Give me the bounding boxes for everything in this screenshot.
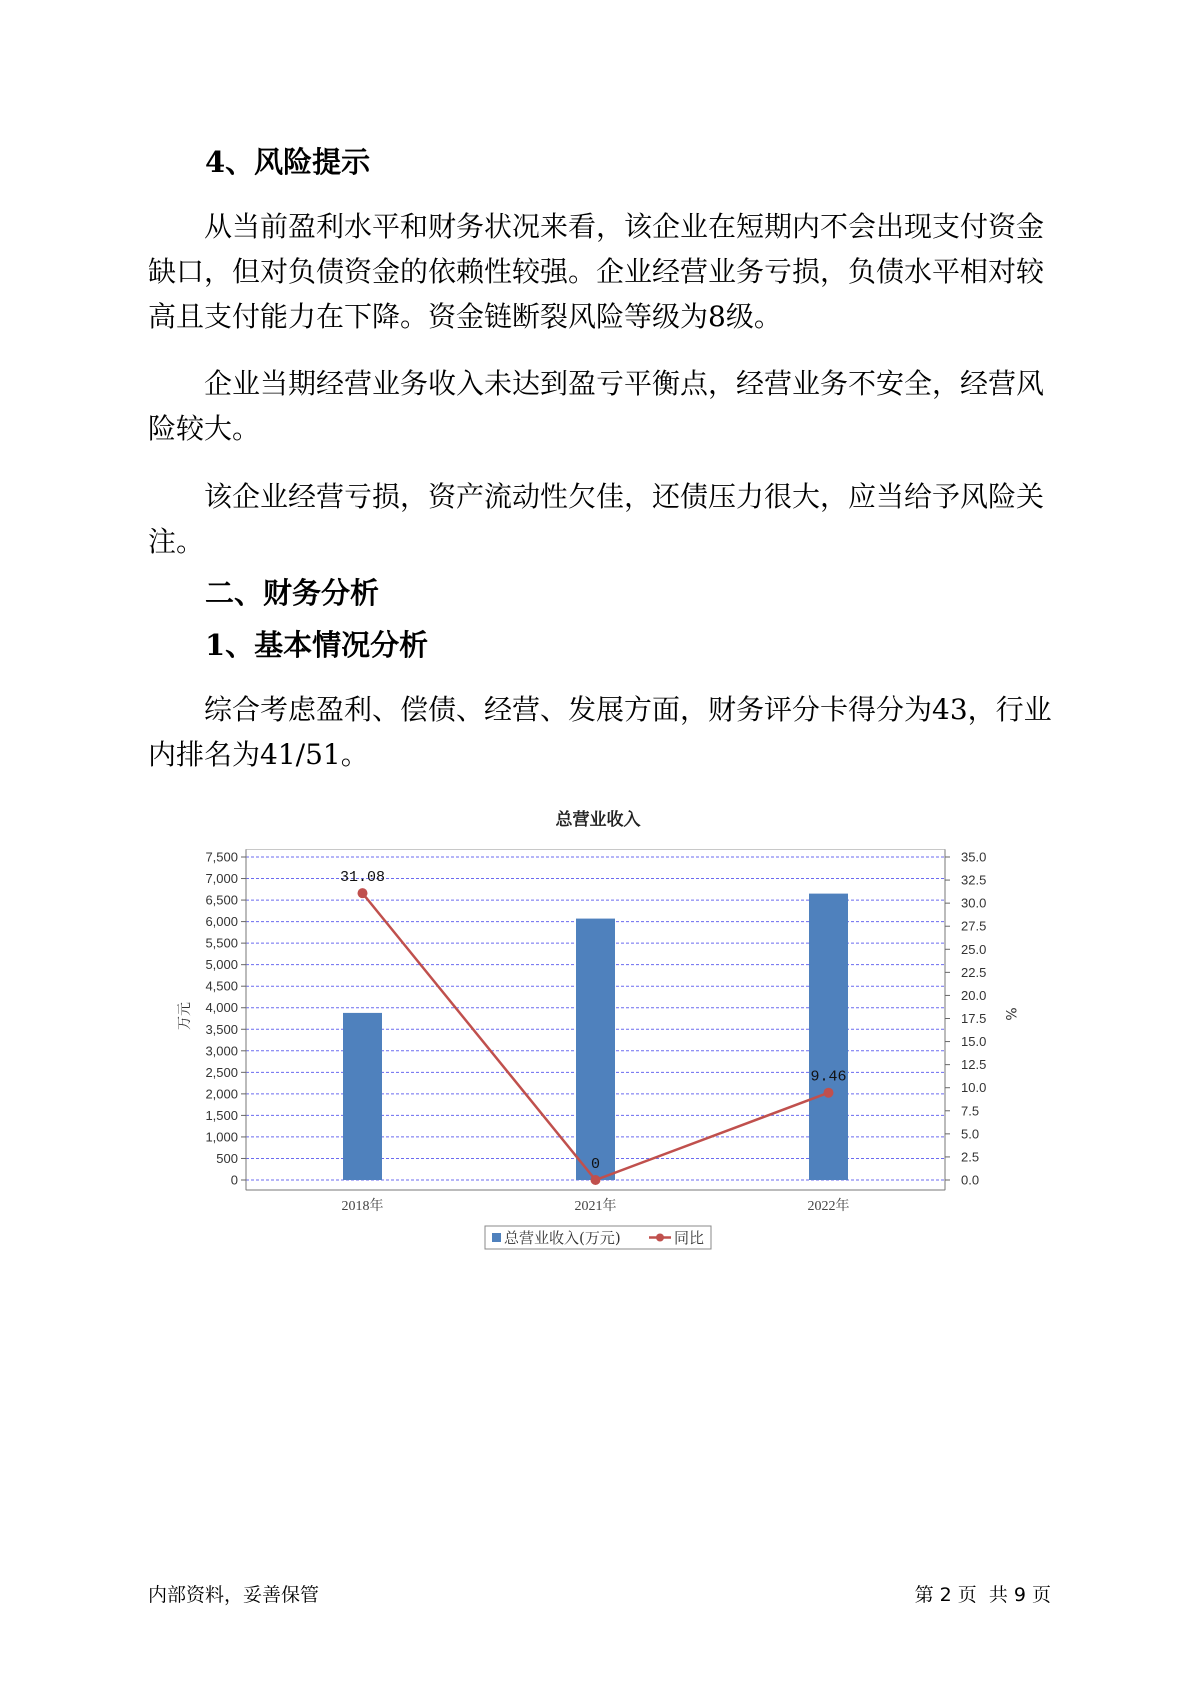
line-point xyxy=(591,1175,601,1185)
footer-confidential-note: 内部资料，妥善保管 xyxy=(148,1584,320,1606)
y-tick-label-left: 3,500 xyxy=(205,1021,238,1037)
line-point xyxy=(358,888,368,898)
revenue-chart xyxy=(170,800,1040,1270)
y-tick-label-right: 15.0 xyxy=(961,1034,987,1050)
y-tick-label-right: 0.0 xyxy=(961,1172,980,1188)
legend xyxy=(485,1226,711,1249)
y-tick-label-right: 10.0 xyxy=(961,1080,987,1096)
paragraph-line: 注。 xyxy=(148,525,205,558)
y-tick-label-right: 35.0 xyxy=(961,849,987,865)
y-tick-label-left: 0 xyxy=(230,1172,238,1188)
y-tick-label-left: 4,000 xyxy=(205,1000,238,1016)
bar xyxy=(343,1013,382,1180)
paragraph-line: 综合考虑盈利、偿债、经营、发展方面，财务评分卡得分为43，行业 xyxy=(204,693,1052,726)
y-tick-label-right: 12.5 xyxy=(961,1057,987,1073)
y-tick-label-right: 5.0 xyxy=(961,1126,980,1142)
legend-swatch-bar xyxy=(492,1233,501,1242)
line-point xyxy=(824,1088,834,1098)
y-axis-left-label: 万元 xyxy=(177,1002,193,1030)
paragraph-line: 从当前盈利水平和财务状况来看，该企业在短期内不会出现支付资金 xyxy=(204,210,1045,243)
y-tick-label-left: 1,500 xyxy=(205,1107,238,1123)
bar xyxy=(576,919,615,1180)
bar xyxy=(809,894,848,1180)
y-tick-label-left: 1,000 xyxy=(205,1129,238,1145)
y-tick-label-left: 2,000 xyxy=(205,1086,238,1102)
y-tick-label-right: 25.0 xyxy=(961,941,987,957)
y-tick-label-right: 32.5 xyxy=(961,872,987,888)
y-tick-label-right: 27.5 xyxy=(961,918,987,934)
y-tick-label-left: 5,500 xyxy=(205,935,238,951)
chart-title: 总营业收入 xyxy=(555,810,641,830)
paragraph-risk-liquidity xyxy=(148,474,1044,564)
paragraph-scorecard xyxy=(148,687,1052,777)
paragraph-line: 企业当期经营业务收入未达到盈亏平衡点，经营业务不安全，经营风 xyxy=(204,367,1045,400)
y-tick-label-left: 7,500 xyxy=(205,849,238,865)
legend-label: 同比 xyxy=(674,1229,705,1247)
y-tick-label-right: 22.5 xyxy=(961,964,987,980)
data-label: 0 xyxy=(590,1156,601,1173)
y-tick-label-right: 20.0 xyxy=(961,987,987,1003)
y-tick-label-left: 7,000 xyxy=(205,871,238,887)
section-heading-risk: 4、风险提示 xyxy=(205,145,371,179)
x-tick-label: 2022年 xyxy=(807,1199,850,1214)
paragraph-line: 内排名为41/51。 xyxy=(148,738,369,771)
paragraph-line: 缺口，但对负债资金的依赖性较强。企业经营业务亏损，负债水平相对较 xyxy=(148,255,1045,288)
data-label: 31.08 xyxy=(339,869,386,887)
y-tick-label-left: 5,000 xyxy=(205,957,238,973)
section-heading-finance: 二、财务分析 xyxy=(205,576,380,610)
y-tick-label-right: 17.5 xyxy=(961,1011,987,1026)
x-tick-label: 2018年 xyxy=(341,1199,384,1214)
subsection-heading-basic: 1、基本情况分析 xyxy=(205,628,429,662)
y-tick-label-left: 500 xyxy=(216,1150,238,1166)
y-tick-label-right: 30.0 xyxy=(961,895,987,911)
paragraph-risk-funding xyxy=(148,204,1044,339)
y-axis-right-label: % xyxy=(1002,1007,1018,1021)
y-tick-label-left: 2,500 xyxy=(205,1064,238,1080)
y-tick-label-left: 6,000 xyxy=(205,914,238,930)
x-tick-label: 2021年 xyxy=(574,1199,617,1214)
y-tick-label-left: 4,500 xyxy=(205,978,238,994)
legend-label: 总营业收入(万元) xyxy=(504,1229,621,1247)
y-tick-label-left: 3,000 xyxy=(205,1043,238,1059)
paragraph-line: 高且支付能力在下降。资金链断裂风险等级为8级。 xyxy=(148,300,782,333)
paragraph-risk-operations xyxy=(148,361,1044,451)
data-label: 9.46 xyxy=(810,1068,847,1086)
y-tick-label-right: 2.5 xyxy=(961,1149,980,1165)
footer-page-number: 第 2 页 共 9 页 xyxy=(914,1584,1051,1606)
paragraph-line: 该企业经营亏损，资产流动性欠佳，还债压力很大，应当给予风险关 xyxy=(204,480,1045,513)
y-tick-label-right: 7.5 xyxy=(961,1103,980,1119)
y-tick-label-left: 6,500 xyxy=(205,892,238,908)
legend-swatch-marker xyxy=(656,1234,664,1242)
paragraph-line: 险较大。 xyxy=(148,412,261,445)
